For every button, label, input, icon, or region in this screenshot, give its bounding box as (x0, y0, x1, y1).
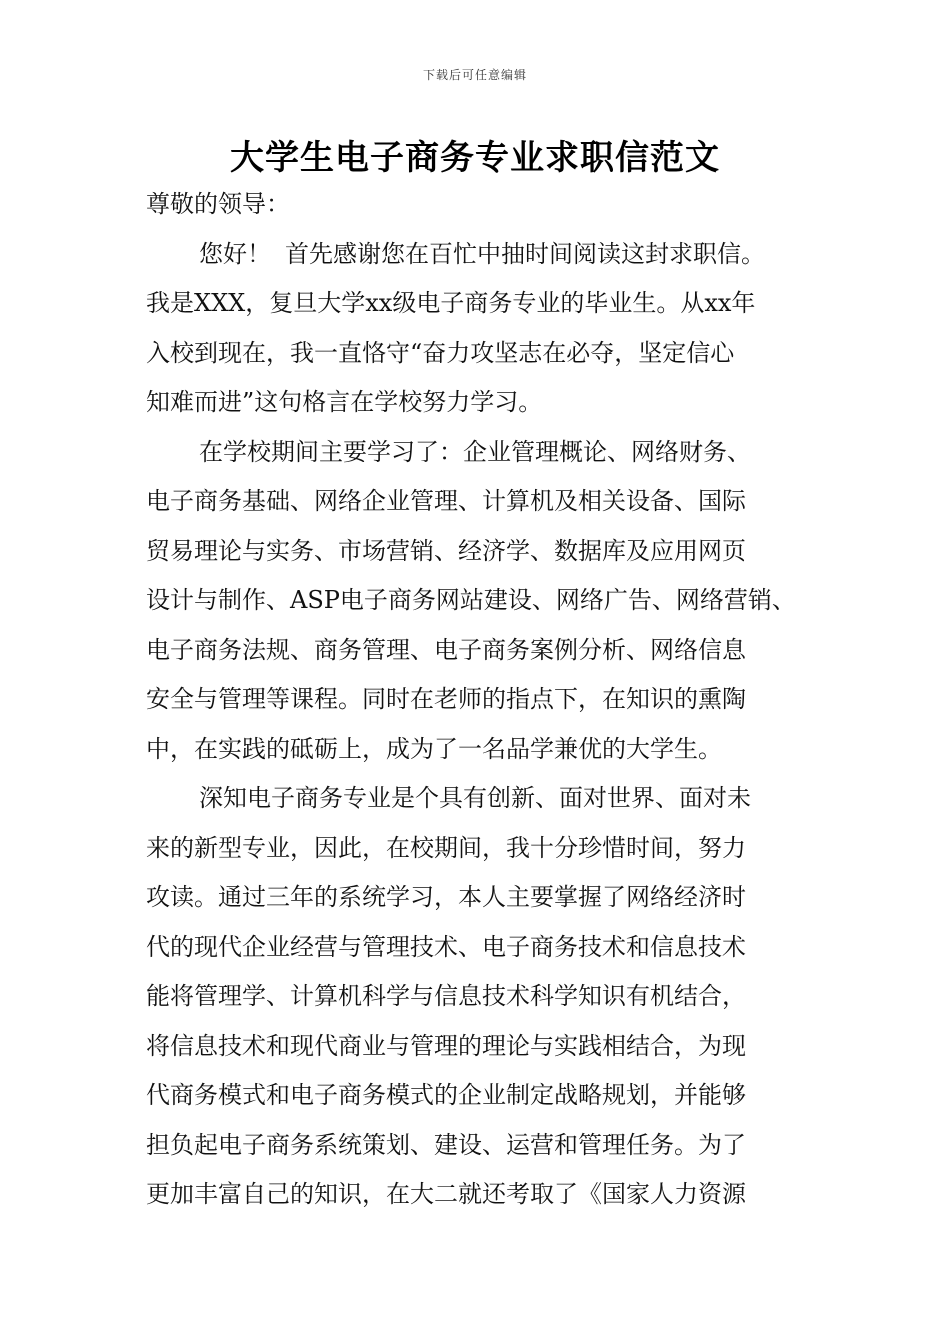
paragraph-line: 电子商务基础、网络企业管理、计算机及相关设备、国际 (146, 487, 746, 515)
paragraph-line: 安全与管理等课程。同时在老师的指点下，在知识的熏陶 (146, 685, 746, 713)
paragraph-line: 深知电子商务专业是个具有创新、面对世界、面对未 (199, 784, 751, 812)
paragraph-line: 中，在实践的砥砺上，成为了一名品学兼优的大学生。 (146, 734, 722, 763)
paragraph-line: 担负起电子商务系统策划、建设、运营和管理任务。为了 (146, 1130, 746, 1159)
page-title: 大学生电子商务专业求职信范文 (230, 138, 720, 178)
paragraph-line: 在学校期间主要学习了：企业管理概论、网络财务、 (199, 437, 751, 466)
paragraph-line: 代的现代企业经营与管理技术、电子商务技术和信息技术 (146, 932, 746, 961)
paragraph-line: 代商务模式和电子商务模式的企业制定战略规划，并能够 (146, 1081, 746, 1109)
header-note: 下载后可任意编辑 (422, 68, 527, 82)
paragraph-line: 我是XXX，复旦大学xx级电子商务专业的毕业生。从xx年 (146, 289, 756, 317)
paragraph-line: 将信息技术和现代商业与管理的理论与实践相结合，为现 (146, 1031, 746, 1060)
salutation: 尊敬的领导： (146, 190, 290, 218)
paragraph-line: 来的新型专业，因此，在校期间，我十分珍惜时间，努力 (146, 833, 746, 862)
paragraph-line: 攻读。通过三年的系统学习，本人主要掌握了网络经济时 (146, 883, 746, 911)
paragraph-line: 入校到现在，我一直恪守“奋力攻坚志在必夺，坚定信心 (146, 338, 735, 367)
paragraph-line: 贸易理论与实务、市场营销、经济学、数据库及应用网页 (146, 536, 746, 565)
paragraph-line: 知难而进”这句格言在学校努力学习。 (146, 388, 543, 416)
paragraph-line: 更加丰富自己的知识，在大二就还考取了《国家人力资源 (146, 1180, 746, 1208)
letter-body (146, 180, 816, 1220)
paragraph-line (146, 230, 816, 280)
greeting-tail: 首先感谢您在百忙中抽时间阅读这封求职信。 (285, 239, 765, 268)
paragraph-line: 能将管理学、计算机科学与信息技术科学知识有机结合， (146, 982, 746, 1010)
paragraph-line: 电子商务法规、商务管理、电子商务案例分析、网络信息 (146, 635, 746, 664)
greeting: 您好！ (199, 239, 271, 268)
paragraph-line: 设计与制作、ASP电子商务网站建设、网络广告、网络营销、 (146, 586, 796, 614)
